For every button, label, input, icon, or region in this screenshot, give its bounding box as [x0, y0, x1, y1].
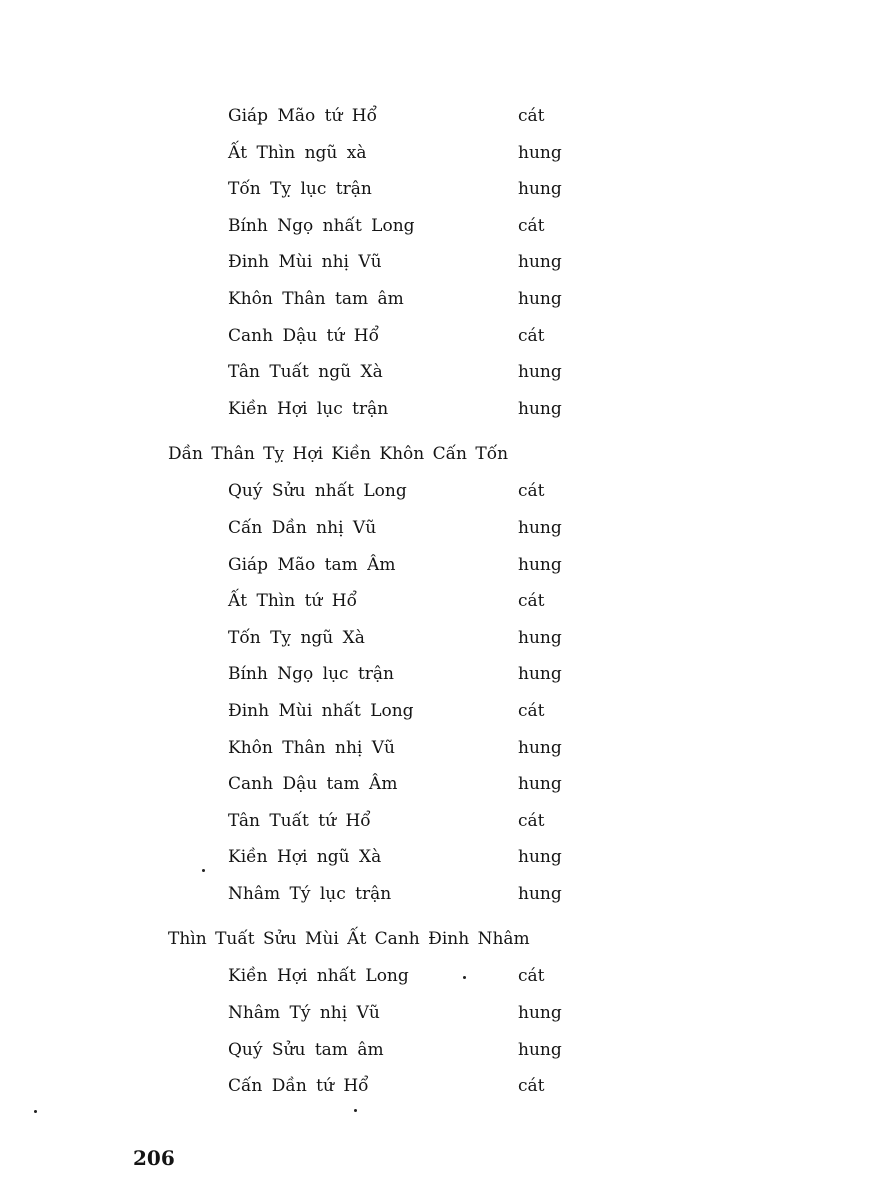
row-name: Canh Dậu tam Âm: [228, 774, 398, 795]
table-row: [0, 473, 896, 510]
row-name: Ất Thìn ngũ xà: [228, 142, 367, 163]
row-verdict: hung: [518, 883, 562, 904]
row-name: Tốn Tỵ ngũ Xà: [228, 627, 365, 648]
table-row: [0, 995, 896, 1032]
table-row: [0, 839, 896, 876]
table-row: [0, 766, 896, 803]
row-name: Bính Ngọ lục trận: [228, 664, 394, 685]
scan-speck: [34, 1110, 37, 1113]
page-number: 206: [133, 1146, 175, 1170]
row-name: Cấn Dần nhị Vũ: [228, 517, 377, 538]
row-name: Kiền Hợi ngũ Xà: [228, 847, 382, 868]
table-row: [0, 318, 896, 355]
row-verdict: cát: [518, 591, 545, 612]
table-row: [0, 803, 896, 840]
row-verdict: cát: [518, 966, 545, 987]
row-name: Đinh Mùi nhất Long: [228, 700, 414, 721]
row-verdict: cát: [518, 325, 545, 346]
page-body: [0, 98, 896, 1105]
row-name: Quý Sửu tam âm: [228, 1039, 384, 1060]
row-verdict: cát: [518, 810, 545, 831]
row-verdict: hung: [518, 664, 562, 685]
row-verdict: hung: [518, 398, 562, 419]
row-name: Tân Tuất tứ Hổ: [228, 810, 371, 831]
row-verdict: hung: [518, 142, 562, 163]
table-row: [0, 620, 896, 657]
row-verdict: hung: [518, 362, 562, 383]
row-verdict: hung: [518, 847, 562, 868]
row-verdict: hung: [518, 517, 562, 538]
row-name: Cấn Dần tứ Hổ: [228, 1076, 369, 1097]
row-name: Giáp Mão tam Âm: [228, 554, 396, 575]
section-heading: Thìn Tuất Sửu Mùi Ất Canh Đinh Nhâm: [168, 929, 530, 950]
row-name: Đinh Mùi nhị Vũ: [228, 252, 382, 273]
table-row: [0, 135, 896, 172]
row-name: Ất Thìn tứ Hổ: [228, 591, 357, 612]
row-verdict: cát: [518, 1076, 545, 1097]
section-heading: Dần Thân Tỵ Hợi Kiền Khôn Cấn Tốn: [168, 444, 509, 465]
table-row: [0, 171, 896, 208]
row-verdict: hung: [518, 1039, 562, 1060]
row-name: Nhâm Tý lục trận: [228, 883, 392, 904]
row-name: Khôn Thân nhị Vũ: [228, 737, 395, 758]
row-verdict: cát: [518, 481, 545, 502]
scan-speck: [202, 869, 205, 872]
row-verdict: hung: [518, 554, 562, 575]
scan-speck: [354, 1109, 357, 1112]
table-row: [0, 391, 896, 428]
row-verdict: hung: [518, 179, 562, 200]
row-name: Bính Ngọ nhất Long: [228, 215, 415, 236]
table-row: [0, 208, 896, 245]
table-row: [0, 244, 896, 281]
row-name: Kiền Hợi nhất Long: [228, 966, 409, 987]
table-row: [0, 656, 896, 693]
row-verdict: hung: [518, 1003, 562, 1024]
row-name: Tân Tuất ngũ Xà: [228, 362, 383, 383]
table-row: [0, 958, 896, 995]
row-verdict: cát: [518, 106, 545, 126]
table-row: [0, 693, 896, 730]
scan-speck: [463, 976, 466, 979]
row-verdict: hung: [518, 627, 562, 648]
table-row: [0, 510, 896, 547]
row-name: Kiền Hợi lục trận: [228, 398, 389, 419]
table-row: [0, 1068, 896, 1105]
row-verdict: hung: [518, 288, 562, 309]
row-name: Quý Sửu nhất Long: [228, 481, 407, 502]
row-verdict: cát: [518, 215, 545, 236]
table-row: [0, 281, 896, 318]
table-row: [0, 876, 896, 913]
row-name: Giáp Mão tứ Hổ: [228, 106, 378, 126]
table-row: [0, 730, 896, 767]
row-verdict: cát: [518, 700, 545, 721]
table-row: [0, 354, 896, 391]
table-row: [0, 583, 896, 620]
table-row: [0, 547, 896, 584]
row-name: Khôn Thân tam âm: [228, 288, 404, 309]
row-verdict: hung: [518, 252, 562, 273]
row-name: Nhâm Tý nhị Vũ: [228, 1003, 380, 1024]
row-verdict: hung: [518, 737, 562, 758]
row-name: Canh Dậu tứ Hổ: [228, 325, 379, 346]
row-verdict: hung: [518, 774, 562, 795]
table-row: [0, 1032, 896, 1069]
table-row: [0, 98, 896, 135]
row-name: Tốn Tỵ lục trận: [228, 179, 372, 200]
